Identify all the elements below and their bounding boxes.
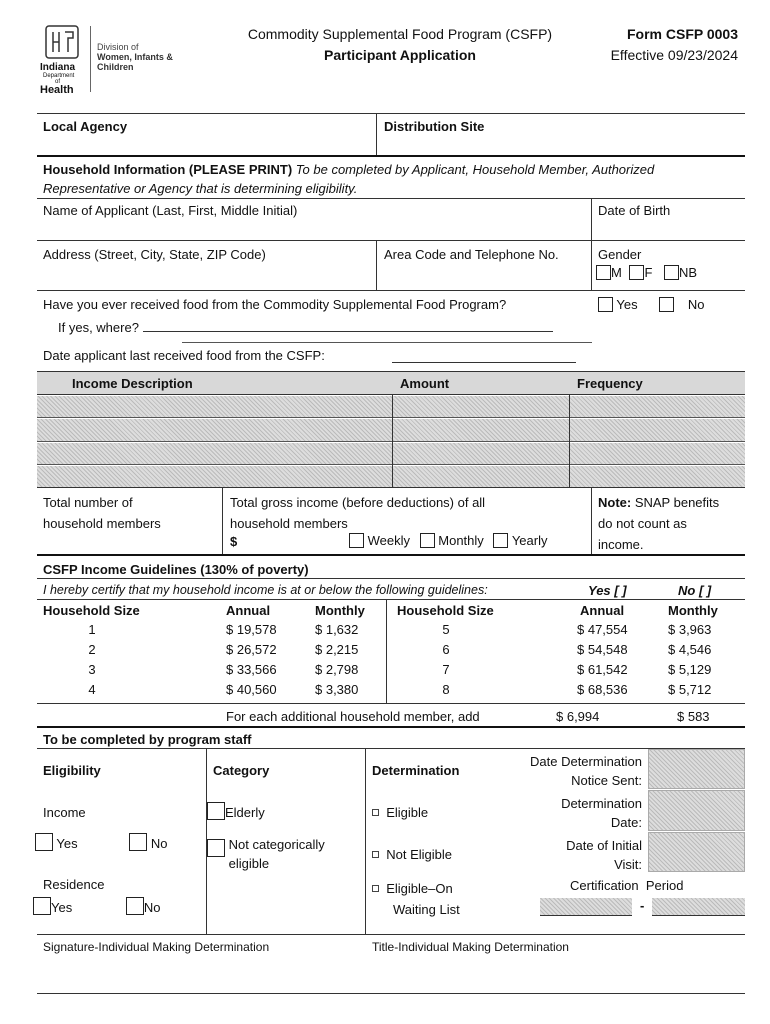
not-categorically-label-2: eligible [228,856,270,871]
received-question: Have you ever received food from the Commodity Supplemental Food Program? [43,297,507,312]
form-title: Participant Application [324,47,476,63]
indiana-health-logo-icon [44,24,80,60]
local-agency-field[interactable] [37,114,375,154]
table-row: 6 $ 54,548 $ 4,546 [442,642,712,657]
cert-period-start-field[interactable] [540,898,632,916]
cert-period-end-field[interactable] [652,898,745,916]
initial-visit-field[interactable] [648,832,745,872]
title-field[interactable] [366,935,745,993]
last-received-label: Date applicant last received food from the CSFP: [43,348,325,363]
determination-date-field[interactable] [648,790,745,831]
income-row[interactable] [37,466,745,488]
effective-date: Effective 09/23/2024 [610,47,738,63]
received-no-label: No [687,297,705,312]
dob-label: Date of Birth [598,203,671,218]
yearly-label: Yearly [511,533,548,548]
title-label: Title-Individual Making Determination [372,940,569,954]
gender-f-label: F [644,265,653,280]
gender-m-label: M [611,265,622,280]
residence-no-checkbox[interactable] [126,897,144,915]
gross-frequency-options [349,533,547,548]
waiting-list-label: Eligible–On [386,881,453,896]
certify-statement: I hereby certify that my household income is at or below the following guidelines: [43,583,488,597]
gross-dollar-sign: $ [230,534,238,549]
gender-label: Gender [598,247,642,262]
applicant-name-field[interactable] [37,199,590,239]
left-monthly-header: Monthly [315,603,365,618]
additional-member-label: For each additional household member, add [226,709,480,724]
cert-period-dash: - [640,898,645,913]
certify-no[interactable]: No [ ] [678,583,712,598]
signature-label: Signature-Individual Making Determination [43,940,270,954]
not-eligible-option [372,847,452,862]
division-line2: Women, Infants & [97,52,173,62]
division-line3: Children [97,62,134,72]
residence-label: Residence [43,877,105,892]
last-received-field[interactable] [392,348,576,363]
program-title: Commodity Supplemental Food Program (CSFP) [247,26,553,42]
logo-of: of [55,79,61,85]
table-row: 7 $ 61,542 $ 5,129 [442,662,712,677]
gender-nb-checkbox[interactable] [664,265,679,280]
gender-f-checkbox[interactable] [629,265,644,280]
monthly-checkbox[interactable] [420,533,435,548]
certify-yes[interactable]: Yes [ ] [588,583,627,598]
household-heading: Household Information (PLEASE PRINT) To be completed by Applicant, Household Member, Authorized Representative or Agency that is determining eligibility. [43,162,655,196]
logo-state: Indiana [40,62,76,73]
income-yes-checkbox[interactable] [35,833,53,851]
income-amount-header: Amount [400,376,450,391]
monthly-label: Monthly [438,533,484,548]
determination-label: Determination [372,763,460,778]
table-row: 1 $ 19,578 $ 1,632 [88,622,359,637]
income-no-checkbox[interactable] [129,833,147,851]
received-yes-label: Yes [616,297,638,312]
not-categorically-label: Not categorically [228,837,325,852]
form-number: Form CSFP 0003 [626,26,738,42]
additional-annual: $ 6,994 [556,709,600,724]
residence-no-label: No [143,900,161,915]
waiting-list-checkbox[interactable] [372,885,379,892]
gender-m-checkbox[interactable] [596,265,611,280]
table-row: 2 $ 26,572 $ 2,215 [88,642,359,657]
signature-field[interactable] [37,935,364,993]
additional-monthly: $ 583 [677,709,710,724]
right-monthly-header: Monthly [668,603,718,618]
dob-field[interactable] [592,199,745,239]
total-members-label: Total number of household members [43,495,161,531]
income-eligibility-label: Income [43,805,86,820]
if-yes-where [58,318,553,335]
initial-visit-label: Date of Initial Visit: [566,838,642,872]
eligibility-label: Eligibility [43,763,101,778]
residence-options [33,897,160,915]
residence-yes-checkbox[interactable] [33,897,51,915]
if-yes-where-field[interactable] [143,318,553,332]
income-yes-label: Yes [56,836,78,851]
guidelines-heading: CSFP Income Guidelines (130% of poverty) [43,562,309,577]
certification-period-label: Certification Period [570,878,684,893]
table-row: 4 $ 40,560 $ 3,380 [88,682,359,697]
notice-sent-field[interactable] [648,749,745,789]
eligible-option [372,805,428,820]
address-field[interactable] [37,241,375,289]
income-frequency-header: Frequency [577,376,643,391]
weekly-checkbox[interactable] [349,533,364,548]
elderly-checkbox[interactable] [207,802,225,820]
left-size-header: Household Size [43,603,140,618]
eligible-checkbox[interactable] [372,809,379,816]
waiting-list-label-2: Waiting List [393,902,460,917]
distribution-site-label: Distribution Site [384,119,485,134]
gender-nb-label: NB [679,265,698,280]
yearly-checkbox[interactable] [493,533,508,548]
not-eligible-label: Not Eligible [386,847,452,862]
distribution-site-field[interactable] [377,114,745,154]
left-annual-header: Annual [226,603,271,618]
gross-income-label: Total gross income (before deductions) of all household members [230,495,486,531]
elderly-option [207,802,265,820]
local-agency-label: Local Agency [43,119,128,134]
logo-health: Health [40,84,74,96]
category-label: Category [213,763,270,778]
gender-options [596,265,697,280]
income-no-label: No [150,836,168,851]
income-eligibility-options [35,833,167,851]
table-row: 8 $ 68,536 $ 5,712 [442,682,712,697]
weekly-label: Weekly [367,533,411,548]
snap-note: Note: SNAP benefits do not count as income. [598,495,720,552]
residence-yes-label: Yes [51,900,73,915]
income-row[interactable] [37,419,745,442]
waiting-list-option [372,878,460,920]
income-row[interactable] [37,443,745,465]
determination-date-label: Determination Date: [561,796,642,830]
guidelines-right-rows [387,622,745,702]
not-eligible-checkbox[interactable] [372,851,379,858]
right-size-header: Household Size [397,603,494,618]
applicant-name-label: Name of Applicant (Last, First, Middle Initial) [43,203,298,218]
right-annual-header: Annual [580,603,625,618]
notice-sent-label: Date Determination Notice Sent: [530,754,642,788]
guidelines-left-rows [37,622,386,702]
not-categorically-option [207,835,325,873]
address-label: Address (Street, City, State, ZIP Code) [43,247,266,262]
received-yes-checkbox[interactable] [598,297,613,312]
division-line1: Division of [97,42,139,52]
staff-heading: To be completed by program staff [43,732,252,747]
table-row: 5 $ 47,554 $ 3,963 [442,622,712,637]
received-no-checkbox[interactable] [659,297,674,312]
eligible-label: Eligible [386,805,429,820]
total-members-field[interactable] [37,489,221,553]
gross-income-field[interactable] [244,532,344,550]
income-row[interactable] [37,396,745,418]
not-categorically-checkbox[interactable] [207,839,225,857]
income-desc-header: Income Description [72,376,193,391]
table-row: 3 $ 33,566 $ 2,798 [88,662,359,677]
phone-field[interactable] [377,241,590,289]
received-options [598,297,704,312]
if-yes-label: If yes, where? [58,320,143,335]
logo-dept: Department [43,73,75,79]
elderly-label: Elderly [225,805,265,820]
phone-label: Area Code and Telephone No. [384,247,559,262]
